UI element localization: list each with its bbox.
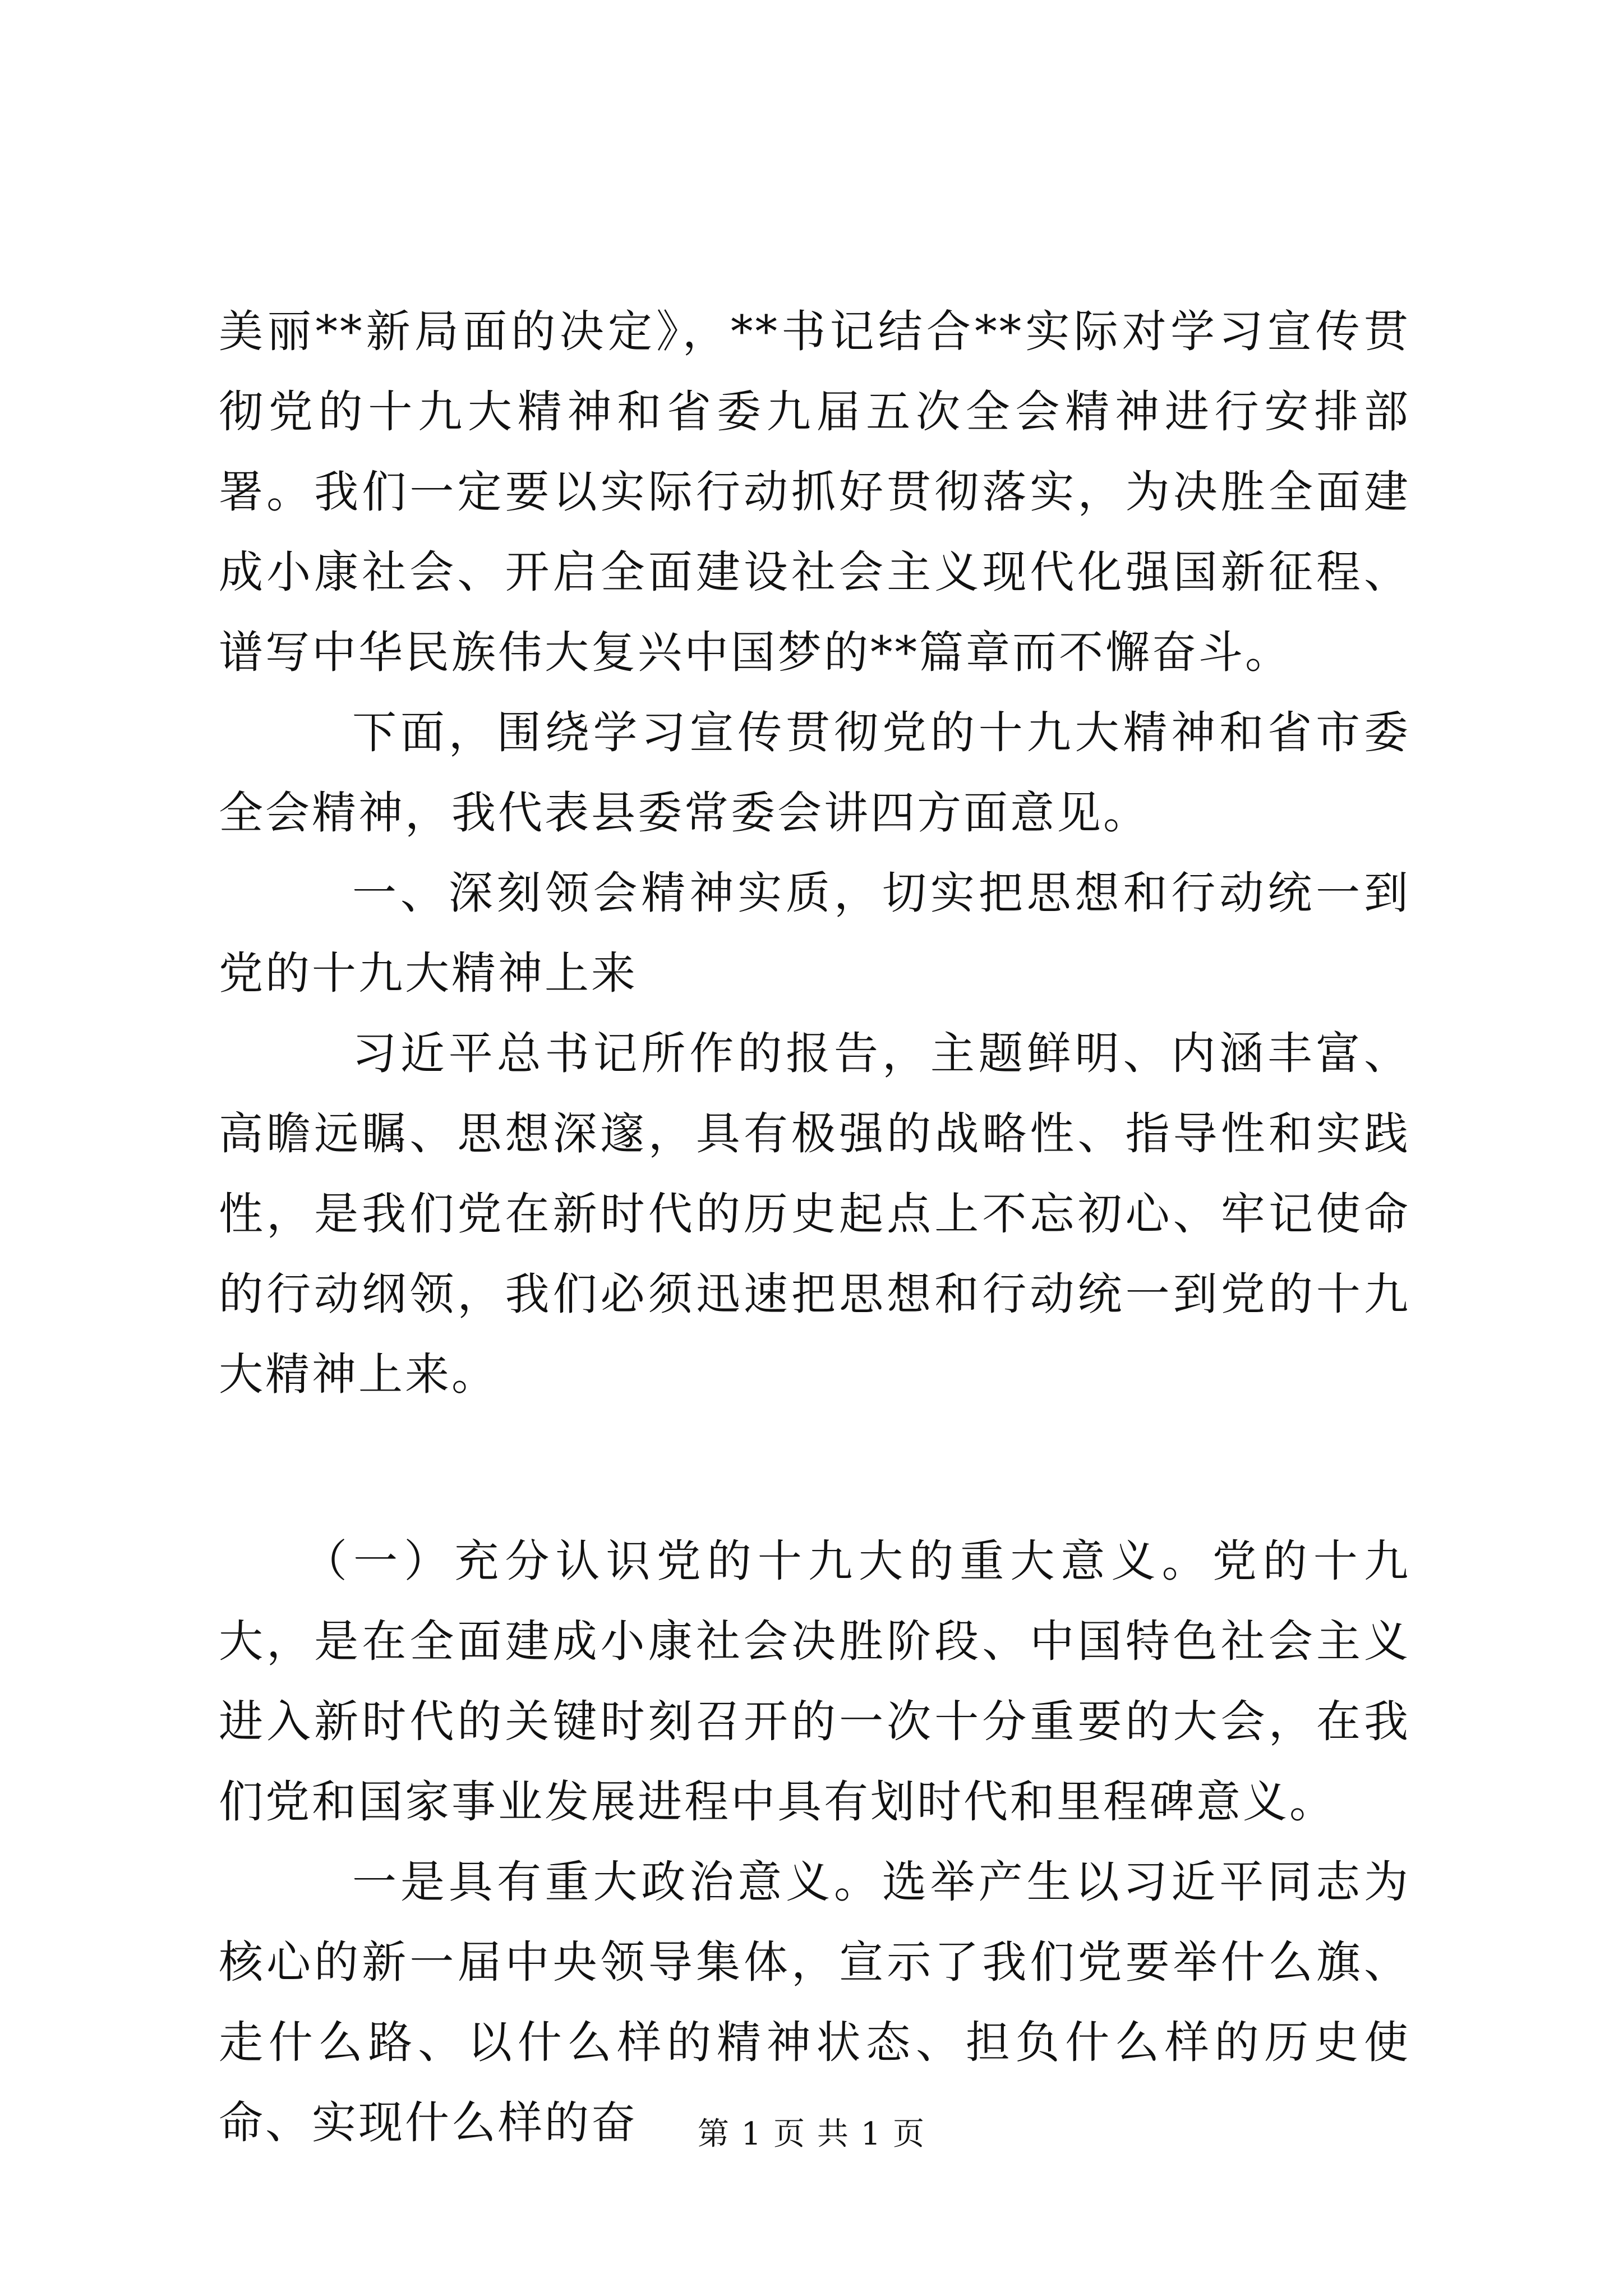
paragraph-political-significance: 一是具有重大政治意义。选举产生以习近平同志为核心的新一届中央领导集体，宣示了我们党要举什么旗、走什么路、以什么样的精神状态、担负什么样的历史使命、实现什么样的奋 — [219, 1856, 1410, 2148]
paragraph-report-summary: 习近平总书记所作的报告，主题鲜明、内涵丰富、高瞻远瞩、思想深邃，具有极强的战略性、指导性和实践性，是我们党在新时代的历史起点上不忘初心、牢记使命的行动纲领，我们必须迅速把思想和行动统一到党的十九大精神上来。 — [219, 1028, 1410, 1400]
section-heading-1: 一、深刻领会精神实质，切实把思想和行动统一到党的十九大精神上来 — [219, 867, 1410, 999]
page-footer: 第 1 页 共 1 页 — [697, 2116, 926, 2152]
document-body — [219, 292, 1410, 2163]
subsection-heading-1: （一）充分认识党的十九大的重大意义。党的十九大，是在全面建成小康社会决胜阶段、中国特色社会主义进入新时代的关键时刻召开的一次十分重要的大会，在我们党和国家事业发展进程中具有划时代和里程碑意义。 — [219, 1535, 1410, 1828]
paragraph-continuation: 美丽**新局面的决定》，**书记结合**实际对学习宣传贯彻党的十九大精神和省委九届五次全会精神进行安排部署。我们一定要以实际行动抓好贯彻落实，为决胜全面建成小康社会、开启全面建设社会主义现代化强国新征程、谱写中华民族伟大复兴中国梦的**篇章而不懈奋斗。 — [219, 306, 1410, 678]
paragraph-intro: 下面，围绕学习宣传贯彻党的十九大精神和省市委全会精神，我代表县委常委会讲四方面意见。 — [219, 707, 1410, 839]
paragraph-gap — [219, 1415, 1410, 1521]
